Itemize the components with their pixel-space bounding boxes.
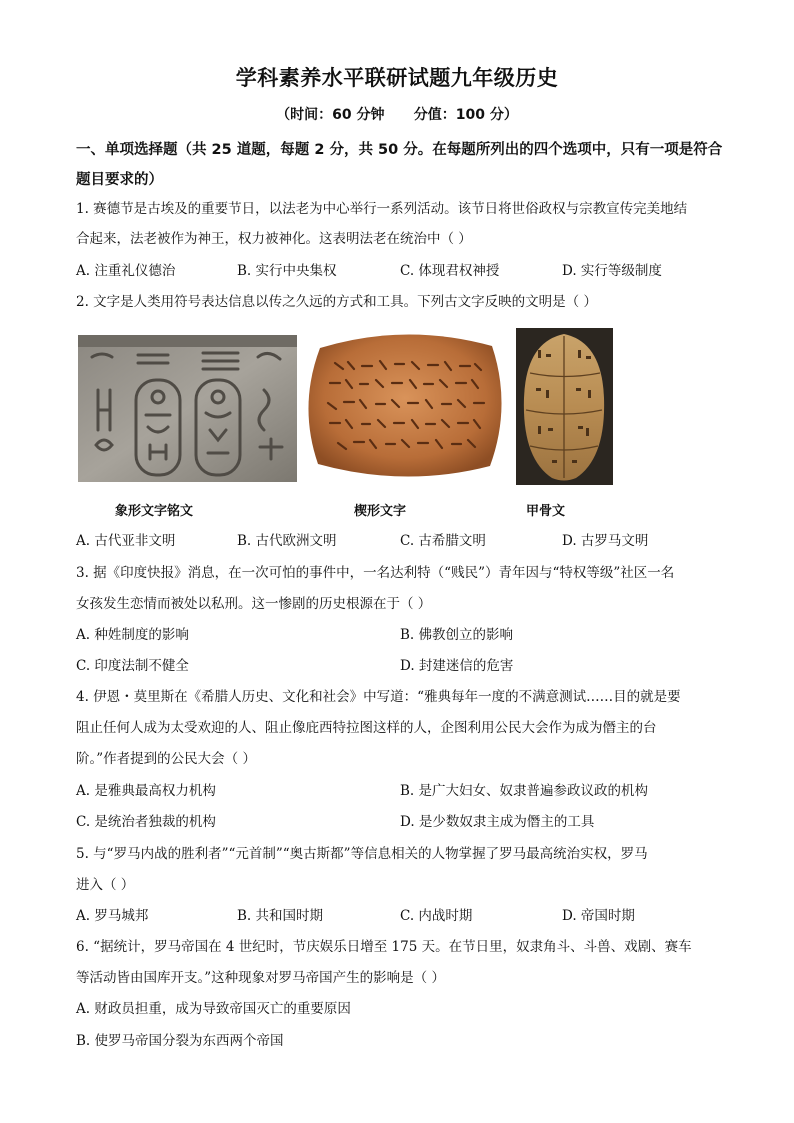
q1-option-d[interactable]: D. 实行等级制度 [562, 263, 662, 279]
hieroglyph-image [78, 335, 297, 482]
oracle-bone-image [516, 328, 613, 485]
question-5-text: 进入（ ） [76, 877, 135, 893]
q3-option-d[interactable]: D. 封建迷信的危害 [400, 658, 514, 674]
question-1-text: 合起来，法老被作为神王，权力被神化。这表明法老在统治中（ ） [76, 231, 472, 247]
q5-option-c[interactable]: C. 内战时期 [400, 908, 473, 924]
q2-option-c[interactable]: C. 古希腊文明 [400, 533, 486, 549]
question-6-text: 等活动皆由国库开支。”这种现象对罗马帝国产生的影响是（ ） [76, 970, 445, 986]
q4-option-b[interactable]: B. 是广大妇女、奴隶普遍参政议政的机构 [400, 783, 649, 799]
question-4-text: 阶。”作者提到的公民大会（ ） [76, 751, 256, 767]
q5-option-a[interactable]: A. 罗马城邦 [76, 908, 149, 924]
q1-option-c[interactable]: C. 体现君权神授 [400, 263, 500, 279]
caption-oracle-bone: 甲骨文 [526, 504, 566, 519]
q6-option-a[interactable]: A. 财政员担重，成为导致帝国灭亡的重要原因 [76, 1001, 351, 1017]
q4-option-c[interactable]: C. 是统治者独裁的机构 [76, 814, 216, 830]
question-3-text: 女孩发生恋情而被处以私刑。这一惨剧的历史根源在于（ ） [76, 596, 432, 612]
q6-option-b[interactable]: B. 使罗马帝国分裂为东西两个帝国 [76, 1033, 284, 1049]
question-6-text: 6. “据统计，罗马帝国在 4 世纪时，节庆娱乐日增至 175 天。在节日里，奴隶角斗、斗兽、戏剧、赛车 [76, 939, 692, 955]
q3-option-b[interactable]: B. 佛教创立的影响 [400, 627, 514, 643]
caption-hieroglyph: 象形文字铭文 [115, 504, 194, 519]
question-5-text: 5. 与“罗马内战的胜利者”“元首制”“奥古斯都”等信息相关的人物掌握了罗马最高统治实权，罗马 [76, 846, 648, 862]
question-2-text: 2. 文字是人类用符号表达信息以传之久远的方式和工具。下列古文字反映的文明是（ ） [76, 294, 597, 310]
cuneiform-image [300, 328, 510, 483]
q5-option-d[interactable]: D. 帝国时期 [562, 908, 635, 924]
q5-option-b[interactable]: B. 共和国时期 [237, 908, 324, 924]
question-4-text: 阻止任何人成为太受欢迎的人、阻止像庇西特拉图这样的人，企图利用公民大会作为成为僭主的台 [76, 720, 657, 736]
question-1-text: 1. 赛德节是古埃及的重要节日，以法老为中心举行一系列活动。该节日将世俗政权与宗教宣传完美地结 [76, 201, 688, 217]
q1-option-b[interactable]: B. 实行中央集权 [237, 263, 337, 279]
q4-option-d[interactable]: D. 是少数奴隶主成为僭主的工具 [400, 814, 595, 830]
page-title: 学科素养水平联研试题九年级历史 [235, 66, 559, 90]
q3-option-a[interactable]: A. 种姓制度的影响 [76, 627, 189, 643]
q3-option-c[interactable]: C. 印度法制不健全 [76, 658, 189, 674]
q2-option-d[interactable]: D. 古罗马文明 [562, 533, 649, 549]
exam-info: （时间：60 分钟 分值：100 分） [276, 107, 518, 123]
q1-option-a[interactable]: A. 注重礼仪德治 [76, 263, 176, 279]
question-4-text: 4. 伊恩・莫里斯在《希腊人历史、文化和社会》中写道：“雅典每年一度的不满意测试……目的就是要 [76, 689, 681, 705]
q4-option-a[interactable]: A. 是雅典最高权力机构 [76, 783, 216, 799]
section-heading: 一、单项选择题（共 25 道题，每题 2 分，共 50 分。在每题所列出的四个选项中，只有一项是符合题目要求的） [76, 142, 723, 188]
q2-option-b[interactable]: B. 古代欧洲文明 [237, 533, 337, 549]
q2-option-a[interactable]: A. 古代亚非文明 [76, 533, 176, 549]
question-3-text: 3. 据《印度快报》消息，在一次可怕的事件中，一名达利特（“贱民”）青年因与“特权等级”社区一名 [76, 565, 675, 581]
caption-cuneiform: 楔形文字 [354, 504, 407, 519]
